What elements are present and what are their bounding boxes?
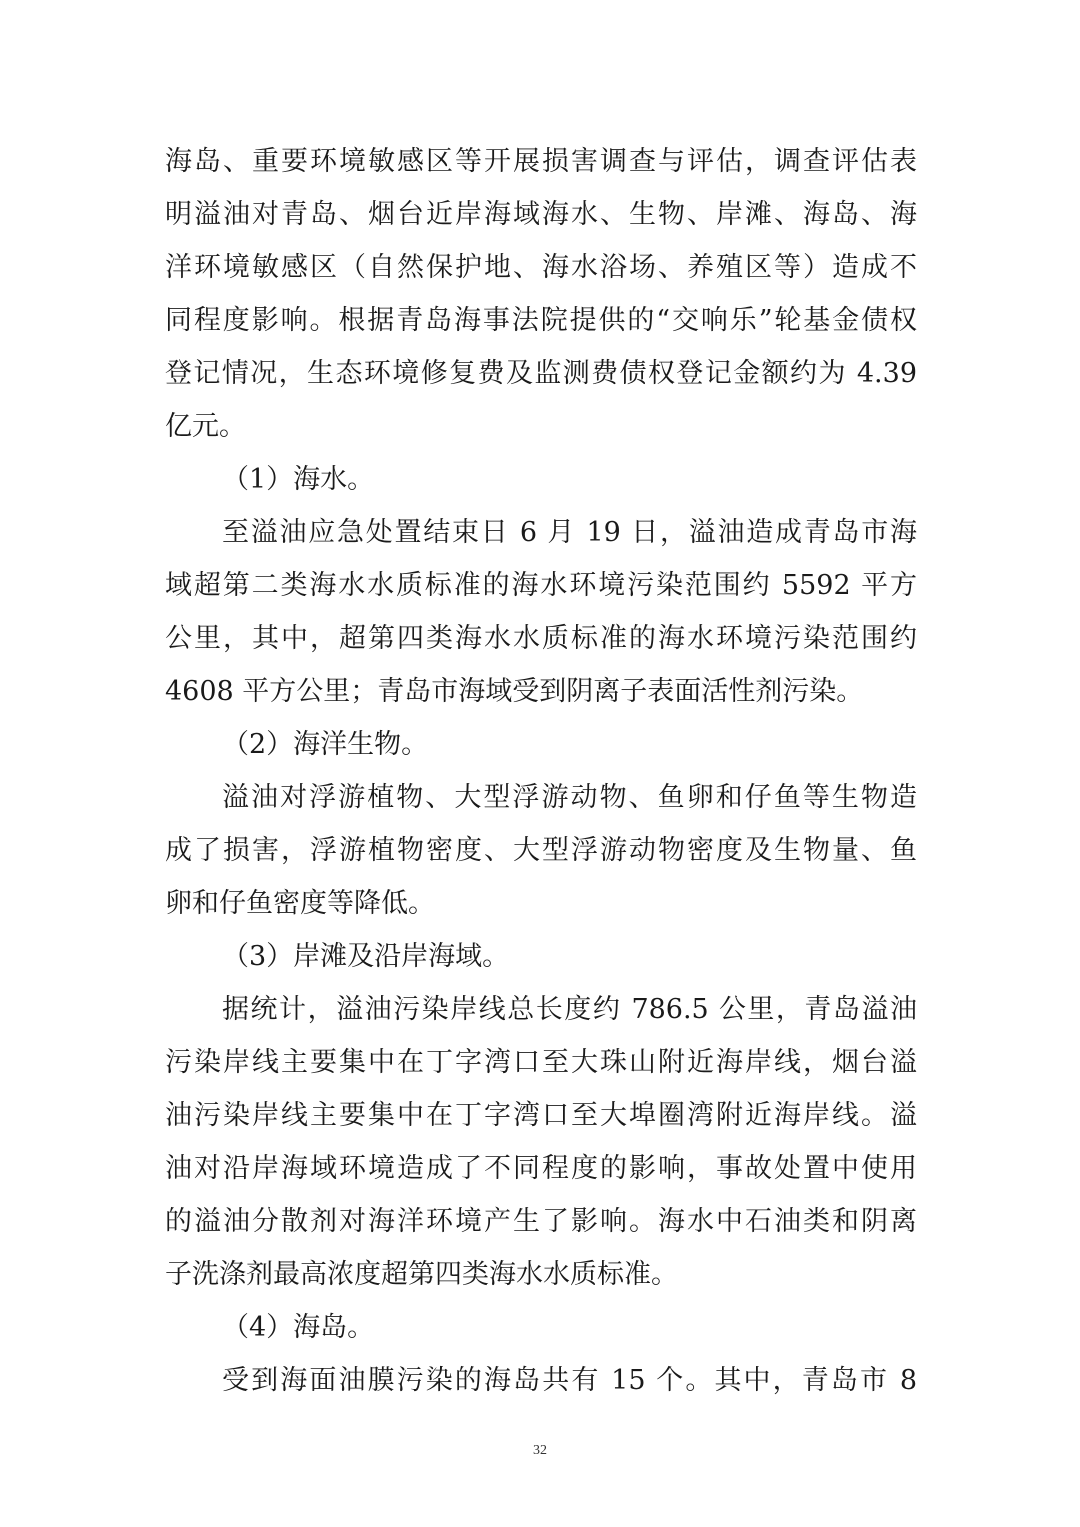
document-body [165,135,917,1407]
text-line: 4608 平方公里；青岛市海域受到阴离子表面活性剂污染。 [165,676,864,707]
text-line: 明溢油对青岛、烟台近岸海域海水、生物、岸滩、海岛、海 [165,199,917,230]
text-line: （4）海岛。 [222,1312,375,1343]
text-line: （2）海洋生物。 [222,729,429,760]
text-line: 受到海面油膜污染的海岛共有 15 个。其中，青岛市 8 [222,1365,917,1396]
text-line: 同程度影响。根据青岛海事法院提供的“交响乐”轮基金债权 [165,305,917,336]
text-line: 的溢油分散剂对海洋环境产生了影响。海水中石油类和阴离 [165,1206,917,1237]
text-line: 据统计，溢油污染岸线总长度约 786.5 公里，青岛溢油 [222,994,917,1025]
text-line: 亿元。 [165,411,246,442]
text-line: 至溢油应急处置结束日 6 月 19 日，溢油造成青岛市海 [222,517,917,548]
text-line: 登记情况，生态环境修复费及监测费债权登记金额约为 4.39 [165,358,917,389]
text-line: 油对沿岸海域环境造成了不同程度的影响，事故处置中使用 [165,1153,917,1184]
text-line: 污染岸线主要集中在丁字湾口至大珠山附近海岸线，烟台溢 [165,1047,917,1078]
page-number: 32 [533,1443,547,1458]
text-line: 溢油对浮游植物、大型浮游动物、鱼卵和仔鱼等生物造 [222,782,917,813]
text-line: （3）岸滩及沿岸海域。 [222,941,510,972]
text-line: （1）海水。 [222,464,375,495]
text-line: 子洗涤剂最高浓度超第四类海水水质标准。 [165,1259,678,1290]
text-line: 成了损害，浮游植物密度、大型浮游动物密度及生物量、鱼 [165,835,917,866]
text-line: 洋环境敏感区（自然保护地、海水浴场、养殖区等）造成不 [165,252,917,283]
text-line: 油污染岸线主要集中在丁字湾口至大埠圈湾附近海岸线。溢 [165,1100,917,1131]
text-line: 域超第二类海水水质标准的海水环境污染范围约 5592 平方 [165,570,917,601]
text-line: 海岛、重要环境敏感区等开展损害调查与评估，调查评估表 [165,146,917,177]
text-line: 公里，其中，超第四类海水水质标准的海水环境污染范围约 [165,623,917,654]
text-line: 卵和仔鱼密度等降低。 [165,888,435,919]
